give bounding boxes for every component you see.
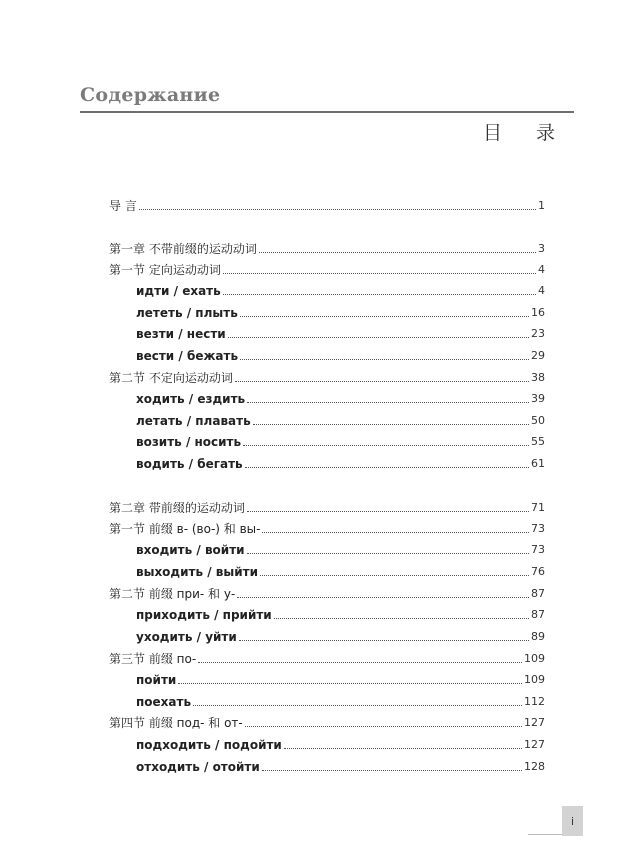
dot-leader (284, 747, 522, 749)
toc-entry-label: водить / бегать (136, 457, 243, 471)
toc-entry-label: ходить / ездить (136, 392, 246, 406)
title-divider (80, 111, 574, 113)
dot-leader (262, 531, 529, 533)
toc-entry-page: 109 (524, 652, 545, 665)
toc-entry-label: подходить / подойти (136, 738, 282, 752)
toc-subentry[interactable] (136, 304, 545, 322)
toc-entry-label: вести / бежать (136, 349, 239, 363)
toc-entry-page: 3 (538, 242, 545, 255)
toc-entry-label: пойти (136, 673, 177, 687)
footer-rule (528, 834, 562, 835)
toc-entry-label: везти / нести (136, 327, 226, 341)
dot-leader (178, 682, 522, 684)
dot-leader (228, 336, 529, 338)
dot-leader (247, 401, 529, 403)
toc-entry[interactable] (109, 261, 545, 279)
toc-subentry[interactable] (136, 347, 545, 365)
toc-entry-label: 第二节 不定向运动动词 (109, 371, 233, 385)
toc-entry-label: 第四节 前缀 под- 和 от- (109, 716, 243, 730)
dot-leader (139, 208, 536, 210)
toc-entry-page: 4 (538, 284, 545, 297)
toc-entry-label: лететь / плыть (136, 306, 238, 320)
toc-entry-label: идти / ехать (136, 284, 221, 298)
toc-entry-page: 29 (531, 349, 545, 362)
toc-entry-page: 112 (524, 695, 545, 708)
toc-entry-page: 23 (531, 327, 545, 340)
toc-subentry[interactable] (136, 455, 545, 473)
toc-entry[interactable] (109, 585, 545, 603)
toc-subentry[interactable] (136, 433, 545, 451)
dot-leader (243, 444, 529, 446)
page-number: i (570, 815, 575, 828)
toc-entry-page: 61 (531, 457, 545, 470)
dot-leader (260, 574, 529, 576)
toc-entry-page: 87 (531, 608, 545, 621)
dot-leader (223, 293, 536, 295)
dot-leader (239, 639, 529, 641)
toc-entry[interactable] (109, 369, 545, 387)
toc-entry-label: приходить / прийти (136, 608, 272, 622)
toc-subentry[interactable] (136, 412, 545, 430)
page-title-russian: Содержание (80, 84, 221, 106)
toc-entry-page: 16 (531, 306, 545, 319)
toc-entry-page: 4 (538, 263, 545, 276)
toc-subentry[interactable] (136, 736, 545, 754)
toc-entry-label: 第三节 前缀 по- (109, 652, 197, 666)
toc-subentry[interactable] (136, 325, 545, 343)
toc-entry[interactable] (109, 499, 545, 517)
toc-entry[interactable] (109, 240, 545, 258)
toc-entry-label: 第一节 前缀 в- (во-) 和 вы- (109, 522, 261, 536)
dot-leader (198, 661, 522, 663)
toc-subentry[interactable] (136, 390, 545, 408)
toc-entry-label: 第二章 带前缀的运动动词 (109, 501, 245, 515)
toc-entry-page: 39 (531, 392, 545, 405)
toc-entry-label: уходить / уйти (136, 630, 237, 644)
toc-entry-page: 76 (531, 565, 545, 578)
toc-entry-label: отходить / отойти (136, 760, 260, 774)
dot-leader (237, 596, 529, 598)
toc-subentry[interactable] (136, 628, 545, 646)
dot-leader (253, 423, 529, 425)
toc-entry-page: 50 (531, 414, 545, 427)
toc-subentry[interactable] (136, 758, 545, 776)
dot-leader (240, 315, 529, 317)
toc-entry-page: 128 (524, 760, 545, 773)
toc-subentry[interactable] (136, 606, 545, 624)
dot-leader (259, 251, 536, 253)
toc-subentry[interactable] (136, 282, 545, 300)
toc-entry-page: 87 (531, 587, 545, 600)
toc-entry-page: 71 (531, 501, 545, 514)
toc-entry-page: 127 (524, 716, 545, 729)
toc-entry-label: поехать (136, 695, 192, 709)
dot-leader (193, 704, 522, 706)
toc-subentry[interactable] (136, 693, 545, 711)
dot-leader (245, 725, 522, 727)
toc-entry-page: 1 (538, 199, 545, 212)
toc-entry-label: 第二节 前缀 при- 和 у- (109, 587, 236, 601)
toc-entry-label: летать / плавать (136, 414, 251, 428)
toc-entry-label: выходить / выйти (136, 565, 259, 579)
toc-entry-page: 89 (531, 630, 545, 643)
toc-entry-label: 第一节 定向运动动词 (109, 263, 221, 277)
toc-entry[interactable] (109, 714, 545, 732)
toc-entry-label: возить / носить (136, 435, 242, 449)
toc-entry[interactable] (109, 650, 545, 668)
page-title-chinese: 目 录 (482, 122, 569, 144)
toc-entry-label: 导 言 (109, 199, 137, 213)
dot-leader (240, 358, 529, 360)
toc-entry-page: 55 (531, 435, 545, 448)
toc-entry-page: 73 (531, 522, 545, 535)
toc-entry-label: входить / войти (136, 543, 245, 557)
dot-leader (235, 380, 529, 382)
toc-entry[interactable] (109, 520, 545, 538)
toc-subentry[interactable] (136, 541, 545, 559)
toc-entry-page: 38 (531, 371, 545, 384)
toc-entry-page: 109 (524, 673, 545, 686)
dot-leader (262, 769, 522, 771)
toc-entry[interactable] (109, 197, 545, 215)
dot-leader (223, 272, 536, 274)
toc-subentry[interactable] (136, 671, 545, 689)
dot-leader (247, 510, 529, 512)
dot-leader (274, 617, 529, 619)
dot-leader (247, 552, 529, 554)
toc-subentry[interactable] (136, 563, 545, 581)
toc-entry-page: 73 (531, 543, 545, 556)
toc-entry-page: 127 (524, 738, 545, 751)
dot-leader (245, 466, 529, 468)
toc-entry-label: 第一章 不带前缀的运动动词 (109, 242, 257, 256)
